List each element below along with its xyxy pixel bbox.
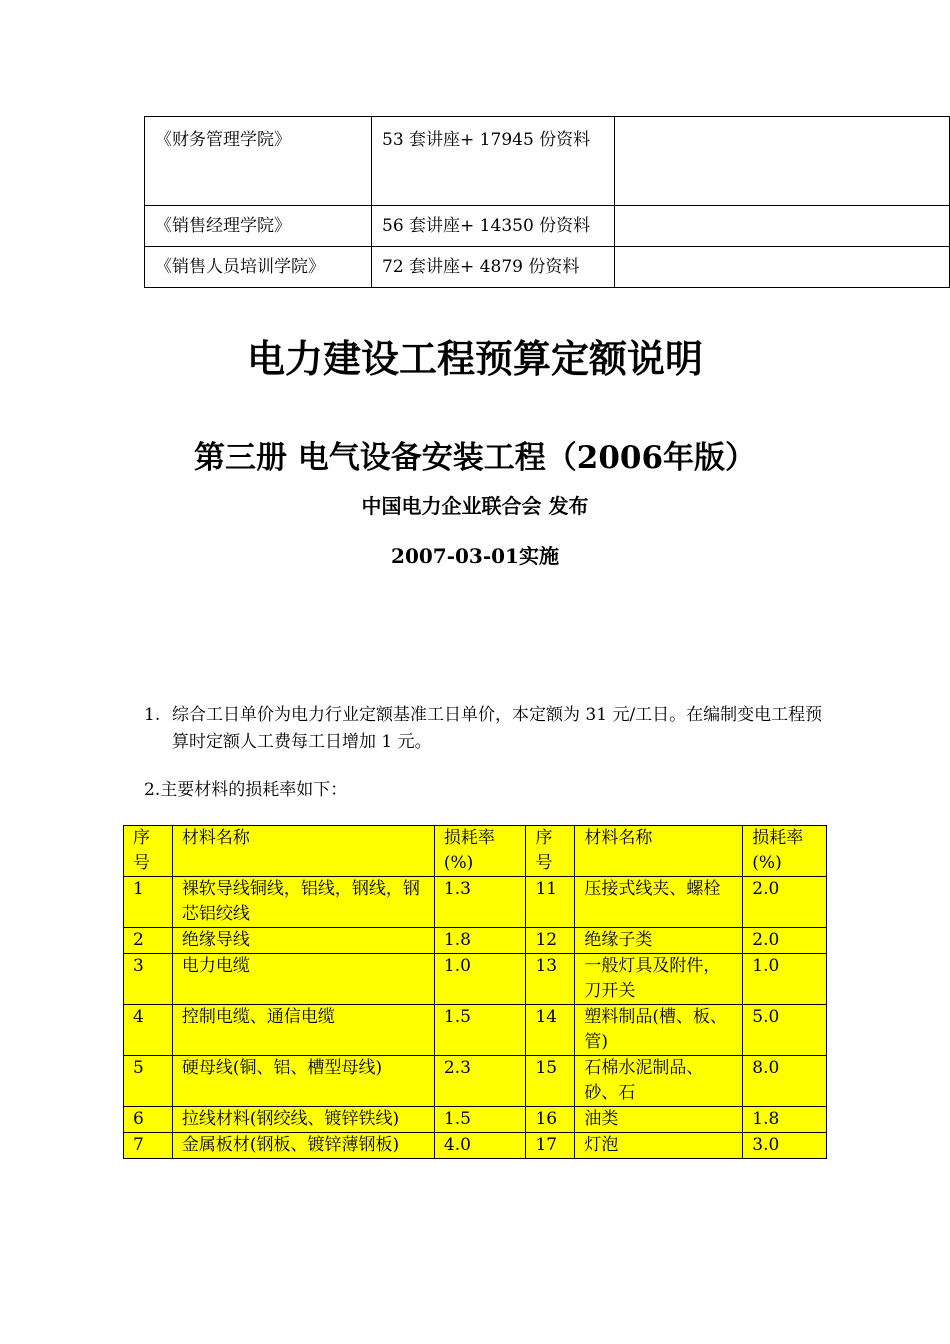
table-header-row (124, 826, 827, 877)
cell-seq: 2 (124, 928, 173, 954)
table-row (124, 1107, 827, 1133)
table-row (124, 1005, 827, 1056)
cell-material: 灯泡 (575, 1133, 743, 1159)
cell-seq: 12 (526, 928, 575, 954)
cell-seq: 4 (124, 1005, 173, 1056)
header-seq: 序号 (526, 826, 575, 877)
cell-material: 塑料制品(槽、板、管) (575, 1005, 743, 1056)
header-rate: 损耗率(%) (434, 826, 526, 877)
paragraph-text: 综合工日单价为电力行业定额基准工日单价，本定额为 31 元/工日。在编制变电工程预算时定额人工费每工日增加 1 元。 (172, 705, 823, 752)
cell-material: 压接式线夹、螺栓 (575, 877, 743, 928)
paragraph-2: 2.主要材料的损耗率如下： (144, 780, 348, 800)
course-extra (615, 206, 950, 247)
cell-seq: 5 (124, 1056, 173, 1107)
header-rate: 损耗率(%) (743, 826, 827, 877)
cell-rate: 3.0 (743, 1133, 827, 1159)
header-seq: 序号 (124, 826, 173, 877)
table-row (124, 1056, 827, 1107)
header-material: 材料名称 (575, 826, 743, 877)
cell-seq: 14 (526, 1005, 575, 1056)
cell-seq: 3 (124, 954, 173, 1005)
table-row (124, 928, 827, 954)
cell-material: 绝缘导线 (172, 928, 434, 954)
course-table (144, 116, 950, 288)
cell-rate: 5.0 (743, 1005, 827, 1056)
cell-rate: 4.0 (434, 1133, 526, 1159)
document-title: 电力建设工程预算定额说明 (246, 336, 703, 381)
cell-material: 拉线材料(钢绞线、镀锌铁线) (172, 1107, 434, 1133)
course-name: 《财务管理学院》 (145, 117, 372, 206)
cell-material: 电力电缆 (172, 954, 434, 1005)
cell-rate: 2.0 (743, 928, 827, 954)
course-name: 《销售经理学院》 (145, 206, 372, 247)
document-subtitle: 第三册 电气设备安装工程（2006年版） (193, 440, 757, 476)
cell-seq: 1 (124, 877, 173, 928)
course-extra (615, 117, 950, 206)
table-row (145, 206, 950, 247)
cell-rate: 1.3 (434, 877, 526, 928)
table-row (145, 117, 950, 206)
cell-seq: 17 (526, 1133, 575, 1159)
cell-seq: 7 (124, 1133, 173, 1159)
cell-rate: 2.3 (434, 1056, 526, 1107)
table-row (124, 877, 827, 928)
cell-material: 金属板材(钢板、镀锌薄钢板) (172, 1133, 434, 1159)
cell-rate: 1.5 (434, 1005, 526, 1056)
course-extra (615, 247, 950, 288)
course-content: 56 套讲座+ 14350 份资料 (372, 206, 615, 247)
list-number: 1. (144, 705, 161, 725)
cell-rate: 8.0 (743, 1056, 827, 1107)
cell-seq: 15 (526, 1056, 575, 1107)
effective-date: 2007-03-01实施 (391, 544, 559, 568)
cell-material: 硬母线(铜、铝、槽型母线) (172, 1056, 434, 1107)
cell-material: 石棉水泥制品、砂、石 (575, 1056, 743, 1107)
cell-rate: 1.0 (434, 954, 526, 1005)
cell-material: 绝缘子类 (575, 928, 743, 954)
course-content: 53 套讲座+ 17945 份资料 (372, 117, 615, 206)
cell-material: 油类 (575, 1107, 743, 1133)
table-row (124, 954, 827, 1005)
cell-seq: 16 (526, 1107, 575, 1133)
cell-material: 裸软导线铜线，铝线，钢线，钢芯铝绞线 (172, 877, 434, 928)
cell-seq: 11 (526, 877, 575, 928)
cell-rate: 2.0 (743, 877, 827, 928)
cell-material: 一般灯具及附件，刀开关 (575, 954, 743, 1005)
cell-seq: 13 (526, 954, 575, 1005)
paragraph-1 (144, 702, 824, 756)
cell-rate: 1.8 (743, 1107, 827, 1133)
cell-rate: 1.5 (434, 1107, 526, 1133)
course-name: 《销售人员培训学院》 (145, 247, 372, 288)
header-material: 材料名称 (172, 826, 434, 877)
table-row (124, 1133, 827, 1159)
cell-material: 控制电缆、通信电缆 (172, 1005, 434, 1056)
cell-rate: 1.0 (743, 954, 827, 1005)
material-loss-table (123, 825, 827, 1159)
table-row (145, 247, 950, 288)
cell-rate: 1.8 (434, 928, 526, 954)
cell-seq: 6 (124, 1107, 173, 1133)
publisher: 中国电力企业联合会 发布 (361, 494, 589, 518)
course-content: 72 套讲座+ 4879 份资料 (372, 247, 615, 288)
